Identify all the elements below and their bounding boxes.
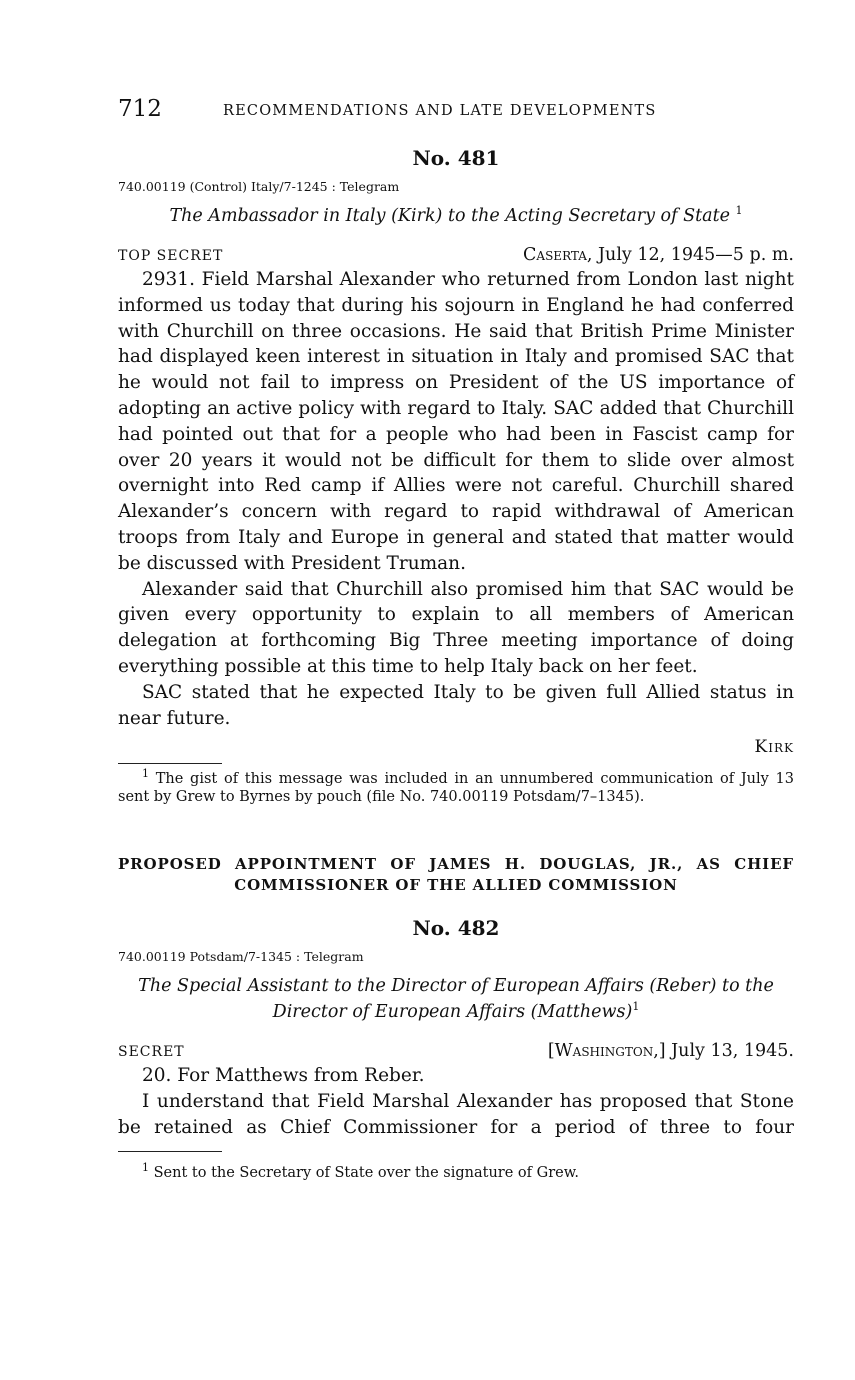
document-page [118,94,794,1182]
doc481-dateline [118,245,794,265]
doc481-footnote-text: The gist of this message was included in an unnumbered communication of July 13 sent by Grew to Byrnes by pouch (file No. 740.00119 Potsdam/7–1345). [118,771,795,806]
doc482-date-text: July 13, 1945. [671,1041,794,1062]
doc482-from-to-line1: The Special Assistant to the Director of European Affairs (Reber) to the [138,976,774,997]
doc481-date-text: July 12, 1945—5 p. m. [598,245,794,265]
doc482-number: No. 482 [412,916,500,941]
section-title-line2: COMMISSIONER OF THE ALLIED COMMISSION [234,876,678,895]
doc482-from-to [118,973,794,1025]
page-number: 712 [118,96,162,122]
doc481-classification: TOP SECRET [118,248,224,264]
doc481-paragraph: Alexander said that Churchill also promised him that SAC would be given every opportunity to explain to all members of American delegation at forthcoming Big Three meeting importance of doing everything possible at this time to help Italy back on her feet. [118,578,794,677]
doc482-footnote-marker: 1 [632,1000,640,1014]
doc482-paragraph: I understand that Field Marshal Alexander has proposed that Stone be retained as Chief Commissioner for a period of three to four [118,1091,794,1138]
doc481-number: No. 481 [412,146,500,170]
doc481-footnote-number: 1 [142,767,149,781]
doc482-classification: SECRET [118,1044,185,1061]
section-title [118,854,794,896]
doc481-place: Caserta, [523,245,593,265]
doc481-signature: Kirk [754,737,794,758]
section-title-line1: PROPOSED APPOINTMENT OF JAMES H. DOUGLAS, JR., AS CHIEF [118,855,794,874]
footnote-divider [118,763,222,764]
doc482-footnote-number: 1 [142,1160,149,1174]
doc481-footnote [118,767,795,806]
doc482-place: [Washington,] [547,1041,666,1062]
doc482-file-ref: 740.00119 Potsdam/7-1345 : Telegram [118,949,364,965]
doc481-footnote-marker: 1 [735,204,743,218]
doc482-date [548,1041,794,1061]
doc481-from-to [118,203,794,229]
doc482-footnote-text: Sent to the Secretary of State over the signature of Grew. [153,1164,580,1181]
doc481-from-to-text: The Ambassador in Italy (Kirk) to the Acting Secretary of State [169,206,730,226]
doc482-paragraph: 20. For Matthews from Reber. [142,1065,425,1087]
doc481-date [523,245,794,265]
doc481-paragraph: 2931. Field Marshal Alexander who returned from London last night informed us today that during his sojourn in England he had conferred with Churchill on three occasions. He said that British Prime Minister had displayed keen interest in situation in Italy and promised SAC that he would not fail to impress on President of the US importance of adopting an active policy with regard to Italy. SAC added that Churchill had pointed out that for a people who had been in Fascist camp for over 20 years it would not be difficult for them to slide over almost overnight into Red camp if Allies were not careful. Churchill shared Alexander’s concern with regard to rapid withdrawal of American troops from Italy and Europe in general and stated that matter would be discussed with President Truman. [118,269,794,574]
doc482-from-to-line2: Director of European Affairs (Matthews) [272,1002,633,1023]
page-header [118,94,794,134]
footnote-divider [118,1151,222,1152]
doc482-dateline [118,1041,794,1061]
doc481-file-ref: 740.00119 (Control) Italy/7-1245 : Telegram [118,179,400,194]
running-head: RECOMMENDATIONS AND LATE DEVELOPMENTS [223,103,657,119]
doc482-footnote [118,1160,794,1182]
doc481-paragraph: SAC stated that he expected Italy to be given full Allied status in near future. [118,681,794,729]
